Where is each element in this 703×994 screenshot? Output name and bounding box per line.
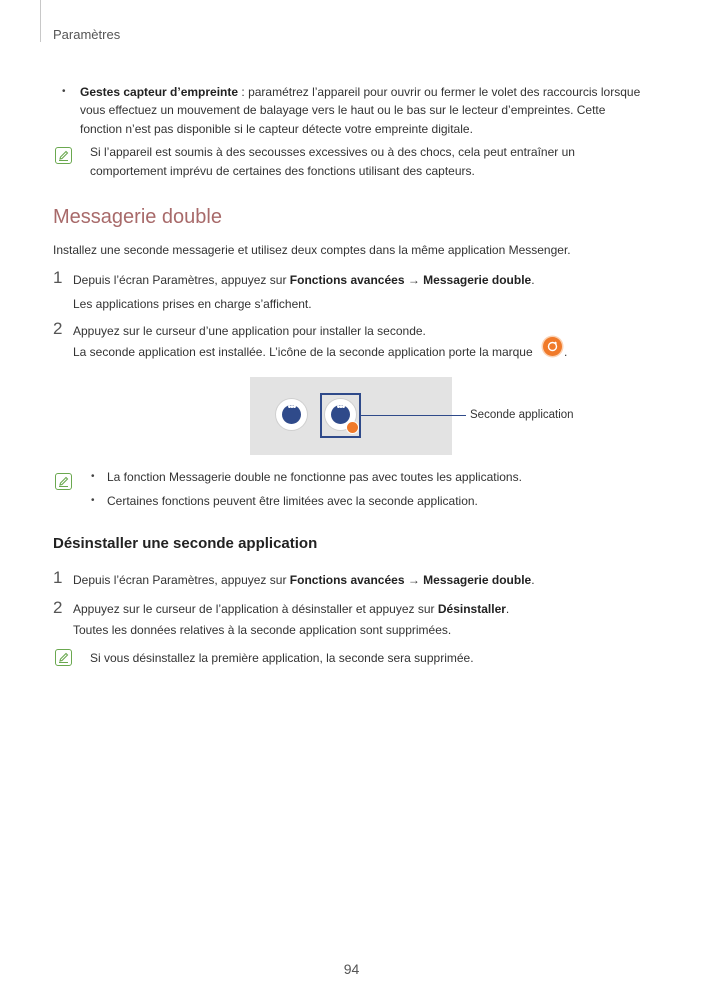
uninstall-step2-bold: Désinstaller xyxy=(437,602,506,616)
step2-sub-end: . xyxy=(564,345,568,359)
step-number: 1 xyxy=(53,268,63,287)
bullet-gestes-line1 xyxy=(80,84,640,100)
uninstall-step1-post: . xyxy=(531,573,535,587)
callout-line xyxy=(361,415,466,416)
step2-sub-text: La seconde application est installée. L’icône de la seconde application porte la marque xyxy=(73,345,533,359)
chat-dots: ••• xyxy=(336,402,345,413)
step-number: 2 xyxy=(53,598,63,617)
step1-sub: Les applications prises en charge s’affichent. xyxy=(73,297,312,311)
uninstall-step1-pre: Depuis l’écran Paramètres, appuyez sur xyxy=(73,573,290,587)
uninstall-step2-pre: Appuyez sur le curseur de l’application à désinstaller et appuyez sur xyxy=(73,602,438,616)
step1-text xyxy=(73,272,535,288)
page-header-title: Paramètres xyxy=(53,27,121,42)
step1-bold-fonctions: Fonctions avancées xyxy=(289,273,405,287)
clone-mark-icon xyxy=(543,337,562,356)
uninstall-step2-sub: Toutes les données relatives à la seconde application sont supprimées. xyxy=(73,623,452,637)
note-pencil-icon xyxy=(55,649,72,666)
callout-label: Seconde application xyxy=(470,409,574,421)
bullet-dot: • xyxy=(91,495,95,506)
uninstall-step1-bold-messagerie: Messagerie double xyxy=(423,573,532,587)
step1-pre: Depuis l’écran Paramètres, appuyez sur xyxy=(73,273,290,287)
bullet-gestes-line2: vous effectuez un mouvement de balayage vers le haut ou le bas sur le lecteur d’empreintes. Cette xyxy=(80,103,606,117)
bullet-dot: • xyxy=(62,86,66,97)
step2-text: Appuyez sur le curseur d’une application pour installer la seconde. xyxy=(73,324,426,338)
note2-item: Certaines fonctions peuvent être limitées avec la seconde application. xyxy=(107,494,478,508)
page-number: 94 xyxy=(343,961,360,977)
messenger-app-icon xyxy=(276,399,307,430)
step1-arrow: → xyxy=(404,273,424,287)
note-pencil-icon xyxy=(55,473,72,490)
uninstall-step2-text xyxy=(73,601,509,617)
step-number: 2 xyxy=(53,319,63,338)
step2-sub xyxy=(73,344,533,360)
section-intro: Installez une seconde messagerie et utilisez deux comptes dans la même application Messenger. xyxy=(53,243,571,257)
uninstall-step1-text xyxy=(73,572,535,588)
highlight-box xyxy=(320,393,361,438)
chat-dots: ••• xyxy=(287,402,296,413)
note2-item: La fonction Messagerie double ne fonctionne pas avec toutes les applications. xyxy=(107,470,522,484)
subsection-title: Désinstaller une seconde application xyxy=(53,535,318,552)
step-number: 1 xyxy=(53,568,63,587)
bullet-dot: • xyxy=(91,471,95,482)
uninstall-step1-bold-fonctions: Fonctions avancées xyxy=(289,573,405,587)
bullet-gestes-line3: fonction n’est pas disponible si le capteur détecte votre empreinte digitale. xyxy=(80,122,473,136)
step1-bold-messagerie: Messagerie double xyxy=(423,273,532,287)
note-pencil-icon xyxy=(55,147,72,164)
bullet-gestes-bold: Gestes capteur d’empreinte xyxy=(80,85,239,99)
note3-text: Si vous désinstallez la première application, la seconde sera supprimée. xyxy=(90,651,474,665)
step1-post: . xyxy=(531,273,535,287)
note1-line2: comportement imprévu de certaines des fonctions utilisant des capteurs. xyxy=(90,164,475,178)
section-title: Messagerie double xyxy=(53,206,222,228)
uninstall-step1-arrow: → xyxy=(404,573,424,587)
bullet-gestes-text: : paramétrez l’appareil pour ouvrir ou fermer le volet des raccourcis lorsque xyxy=(238,85,641,99)
note1-line1: Si l’appareil est soumis à des secousses excessives ou à des chocs, cela peut entraîner un xyxy=(90,145,575,159)
header-divider xyxy=(40,0,41,42)
uninstall-step2-post: . xyxy=(505,602,510,616)
